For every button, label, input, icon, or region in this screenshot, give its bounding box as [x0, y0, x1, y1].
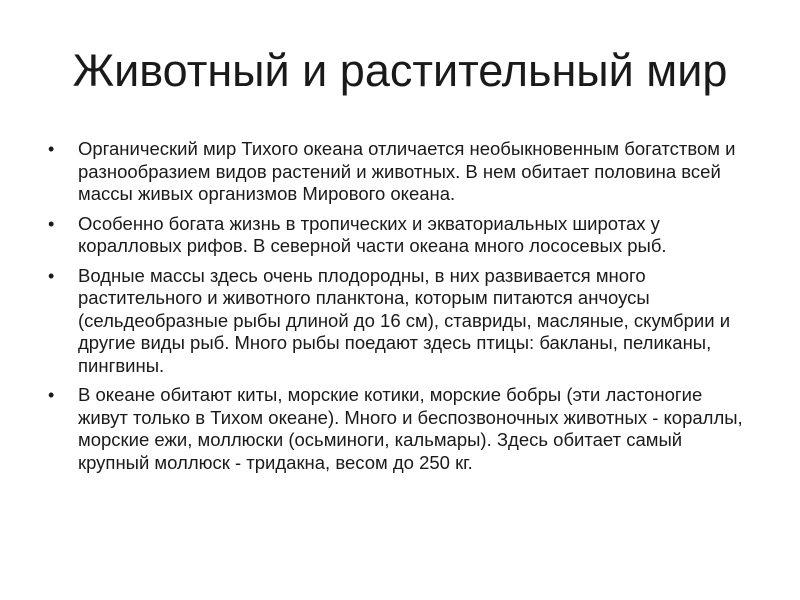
bullet-icon: •	[48, 265, 55, 286]
bullet-icon: •	[48, 139, 55, 159]
bullet-icon: •	[48, 213, 55, 234]
bullet-text: Особенно богата жизнь в тропических и экваториальных широтах у коралловых рифов. В северной части океана много лососевых рыб.	[78, 212, 667, 256]
bullet-item-plankton-fish	[48, 265, 748, 378]
bullet-item-organic-world	[48, 138, 748, 206]
bullet-item-marine-animals	[48, 384, 748, 474]
slide-title: Животный и растительный мир	[72, 45, 728, 96]
bullet-text: В океане обитают киты, морские котики, морские бобры (эти ластоногие живут только в Тихом океане). Много и беспозвоночных животных - кораллы, морские ежи, моллюски (осьминоги, кальмары). Здесь обитает самый крупный моллюск - тридакна, весом до 250 кг.	[78, 384, 743, 473]
bullet-list	[48, 138, 748, 481]
bullet-text: Водные массы здесь очень плодородны, в них развивается много растительного и животного планктона, которым питаются анчоусы (сельдеобразные рыбы длиной до 16 см), ставриды, масляные, скумбрии и другие виды рыб. Много рыбы поедают здесь птицы: бакланы, пеликаны, пингвины.	[78, 264, 731, 376]
bullet-text: Органический мир Тихого океана отличается необыкновенным богатством и разнообразием видов растений и животных. В нем обитает половина всей массы живых организмов Мирового океана.	[78, 138, 736, 204]
bullet-icon: •	[48, 385, 55, 405]
bullet-item-tropical-life	[48, 213, 748, 258]
